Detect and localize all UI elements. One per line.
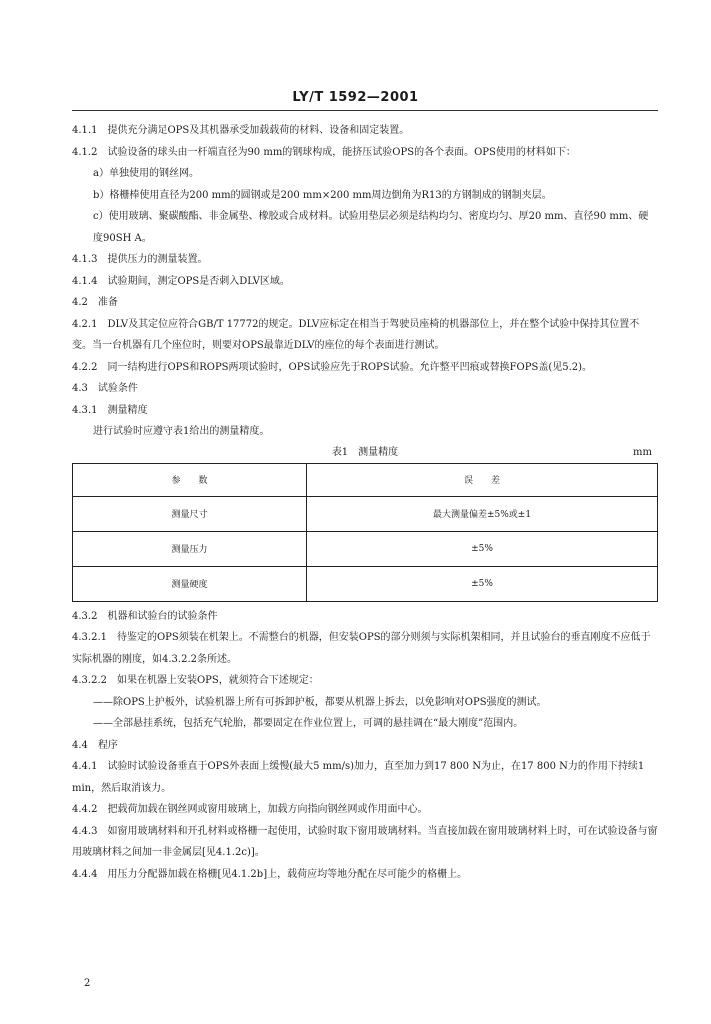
clause-4-3-1: 4.3.1 测量精度 [72, 404, 148, 416]
clause-4-3-2-1: 4.3.2.1 待鉴定的OPS须装在机架上。不需整台的机器，但安装OPS的部分则须与实际机架相同，并且试验台的垂直刚度不应低于实际机器的刚度，如4.3.2.2条所述。 [72, 632, 651, 665]
table-caption-row [72, 443, 658, 463]
clause-4-3-2-2: 4.3.2.2 如果在机器上安装OPS，就须符合下述规定： [72, 675, 319, 686]
header-error: 误 差 [307, 463, 658, 496]
item-b: b）格栅棒使用直径为200 mm的圆钢或是200 mm×200 mm周边倒角为R13的方钢制成的钢制夹层。 [93, 189, 552, 201]
standard-header: LY/T 1592—2001 [292, 90, 419, 105]
document-body [72, 120, 658, 885]
clause-4-3-2: 4.3.2 机器和试验台的试验条件 [72, 610, 218, 622]
clause-4-4-4: 4.4.4 用压力分配器加载在格栅[见4.1.2b]上，载荷应均等地分配在尽可能少的格栅上。 [72, 868, 468, 880]
dash-item-suspension: ——全部悬挂系统，包括充气轮胎，都要固定在作业位置上，可调的悬挂调在“最大刚度”范围内。 [93, 718, 524, 729]
clause-4-2-1: 4.2.1 DLV及其定位应符合GB/T 17772的规定。DLV应标定在相当于驾驶员座椅的机器部位上，并在整个试验中保持其位置不变。当一台机器有几个座位时，则要对OPS最靠近DLV的座位的每个表面进行测试。 [72, 318, 640, 351]
clause-4-1-4: 4.1.4 试验期间，测定OPS是否刺入DLV区域。 [72, 275, 290, 287]
section-4-2-heading: 4.2 准备 [72, 297, 118, 308]
dash-item-guards: ——除OPS上护板外，试验机器上所有可拆卸护板，都要从机器上拆去，以免影响对OPS强度的测试。 [93, 696, 547, 708]
item-c: c）使用玻璃、聚碳酸酯、非金属垫、橡胶或合成材料。试验用垫层必须是结构均匀、密度均匀、厚20 mm、直径90 mm、硬度90SH A。 [93, 211, 649, 244]
table-cell: ±5% [307, 566, 658, 601]
table-cell: 测量压力 [73, 531, 307, 566]
table-cell: ±5% [307, 531, 658, 566]
header-rule [72, 110, 658, 111]
table-header-row [73, 463, 658, 496]
table-row [73, 496, 658, 531]
section-4-4-heading: 4.4 程序 [72, 739, 118, 751]
page-number: 2 [84, 978, 91, 989]
table-row [73, 531, 658, 566]
table-cell: 测量尺寸 [73, 496, 307, 531]
clause-4-1-2: 4.1.2 试验设备的球头由一杆端直径为90 mm的钢球构成，能挤压试验OPS的各个表面。OPS使用的材料如下： [72, 146, 576, 158]
clause-4-1-3: 4.1.3 提供压力的测量装置。 [72, 254, 208, 265]
table-reference: 进行试验时应遵守表1给出的测量精度。 [93, 426, 270, 437]
clause-4-2-2: 4.2.2 同一结构进行OPS和ROPS两项试验时，OPS试验应先于ROPS试验。允许整平凹痕或替换FOPS盖(见5.2)。 [72, 361, 593, 373]
item-a: a）单独使用的钢丝网。 [93, 168, 199, 179]
clause-4-4-3: 4.4.3 如窗用玻璃材料和开孔材料或格栅一起使用，试验时取下窗用玻璃材料。当直接加载在窗用玻璃材料上时，可在试验设备与窗用玻璃材料之间加一非金属层[见4.1.2c)]。 [72, 825, 658, 858]
measurement-accuracy-table [72, 463, 658, 602]
clause-4-4-2: 4.4.2 把载荷加载在钢丝网或窗用玻璃上，加载方向指向钢丝网或作用面中心。 [72, 804, 428, 815]
table-caption: 表1 测量精度 [331, 446, 399, 458]
header-parameter: 参 数 [73, 463, 307, 496]
clause-4-4-1: 4.4.1 试验时试验设备垂直于OPS外表面上缓慢(最大5 mm/s)加力，直至加力到17 800 N为止，在17 800 N力的作用下持续1 min，然后取消该力。 [72, 761, 645, 794]
clause-4-1-1: 4.1.1 提供充分满足OPS及其机器承受加载载荷的材料、设备和固定装置。 [72, 125, 410, 136]
table-cell: 测量硬度 [73, 566, 307, 601]
table-cell: 最大测量偏差±5%或±1 [307, 496, 658, 531]
section-4-3-heading: 4.3 试验条件 [72, 383, 138, 394]
table-unit: mm [633, 446, 652, 458]
table-row [73, 566, 658, 601]
